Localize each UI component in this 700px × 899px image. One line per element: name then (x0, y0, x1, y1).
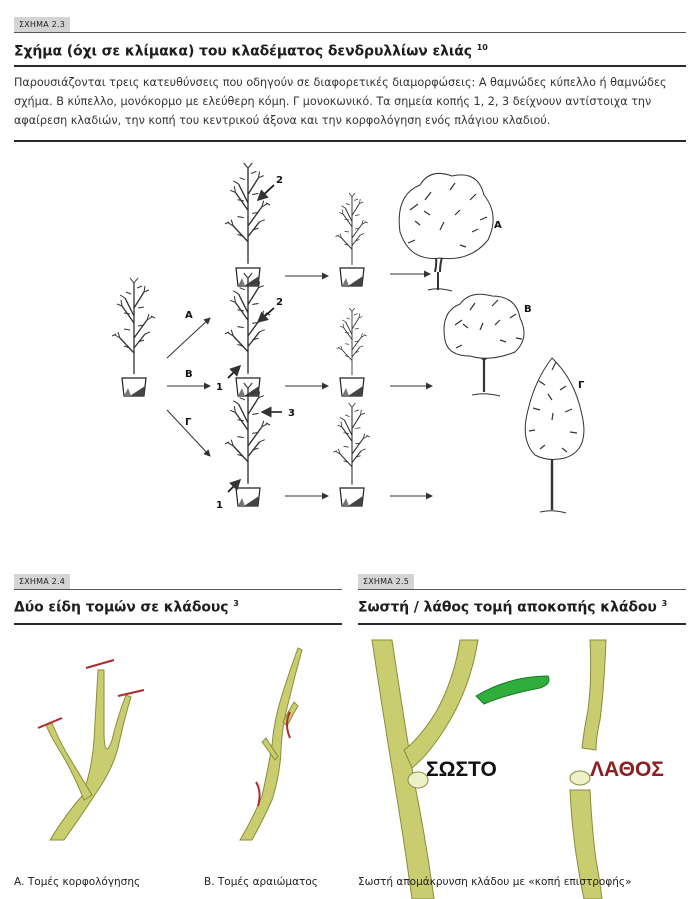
path-label-a: Α (185, 310, 193, 321)
figure-title-text: Σχήμα (όχι σε κλίμακα) του κλαδέματος δενδρυλλίων ελιάς (14, 43, 472, 60)
label-correct: ΣΩΣΤΟ (426, 758, 497, 781)
cut-label-1b: 1 (216, 500, 223, 511)
caption-thinning-cuts: Β. Τομές αραιώματος (204, 876, 318, 888)
lateral-bud (476, 676, 549, 704)
cut-label-3: 3 (288, 408, 295, 419)
figure-caption-2-3: Παρουσιάζονται τρεις κατευθύνσεις που οδηγούν σε διαφορετικές διαμορφώσεις: Α θαμνώδες κύπελλο ή θαμνώδες σχήμα. Β κύπελλο, μονόκορμο με ελεύθερη κόμη. Γ μονοκωνικό. Τα σημεία κοπής 1, 2, 3 δείχνουν αντίστοιχα την αφαίρεση κλαδιών, την κοπή του κεντρικού άξονα και την κορφολόγηση ενός πλάγιου κλαδιού. (14, 76, 667, 127)
figure-tag-2-3: ΣΧΗΜΑ 2.3 (14, 17, 70, 32)
path-label-b: Β (185, 369, 193, 380)
figure-title-2-4-text: Δύο είδη τομών σε κλάδους (14, 599, 229, 616)
cut-label-1a: 1 (216, 382, 223, 393)
figure-tag-2-5: ΣΧΗΜΑ 2.5 (358, 574, 414, 589)
cut-label-2a: 2 (276, 175, 283, 186)
figure-title-2-4-ref: 3 (233, 599, 239, 608)
figure-title-ref: 10 (476, 43, 488, 52)
thinning-cuts-branch (240, 648, 302, 840)
heading-cut-marks (38, 660, 144, 728)
caption-correct-removal: Σωστή απομάκρυνση κλάδου με «κοπή επιστροφής» (358, 876, 632, 888)
result-label-a: Α (494, 220, 502, 231)
result-label-g: Γ (578, 380, 585, 391)
path-label-g: Γ (185, 417, 192, 428)
caption-heading-cuts: Α. Τομές κορφολόγησης (14, 876, 141, 888)
label-wrong: ΛΑΘΟΣ (590, 758, 664, 781)
cut-label-2b: 2 (276, 297, 283, 308)
figure-title-2-5-text: Σωστή / λάθος τομή αποκοπής κλάδου (358, 599, 657, 616)
figure-tag-2-4: ΣΧΗΜΑ 2.4 (14, 574, 70, 589)
result-label-b: Β (524, 304, 532, 315)
figure-title-2-5-ref: 3 (661, 599, 668, 608)
